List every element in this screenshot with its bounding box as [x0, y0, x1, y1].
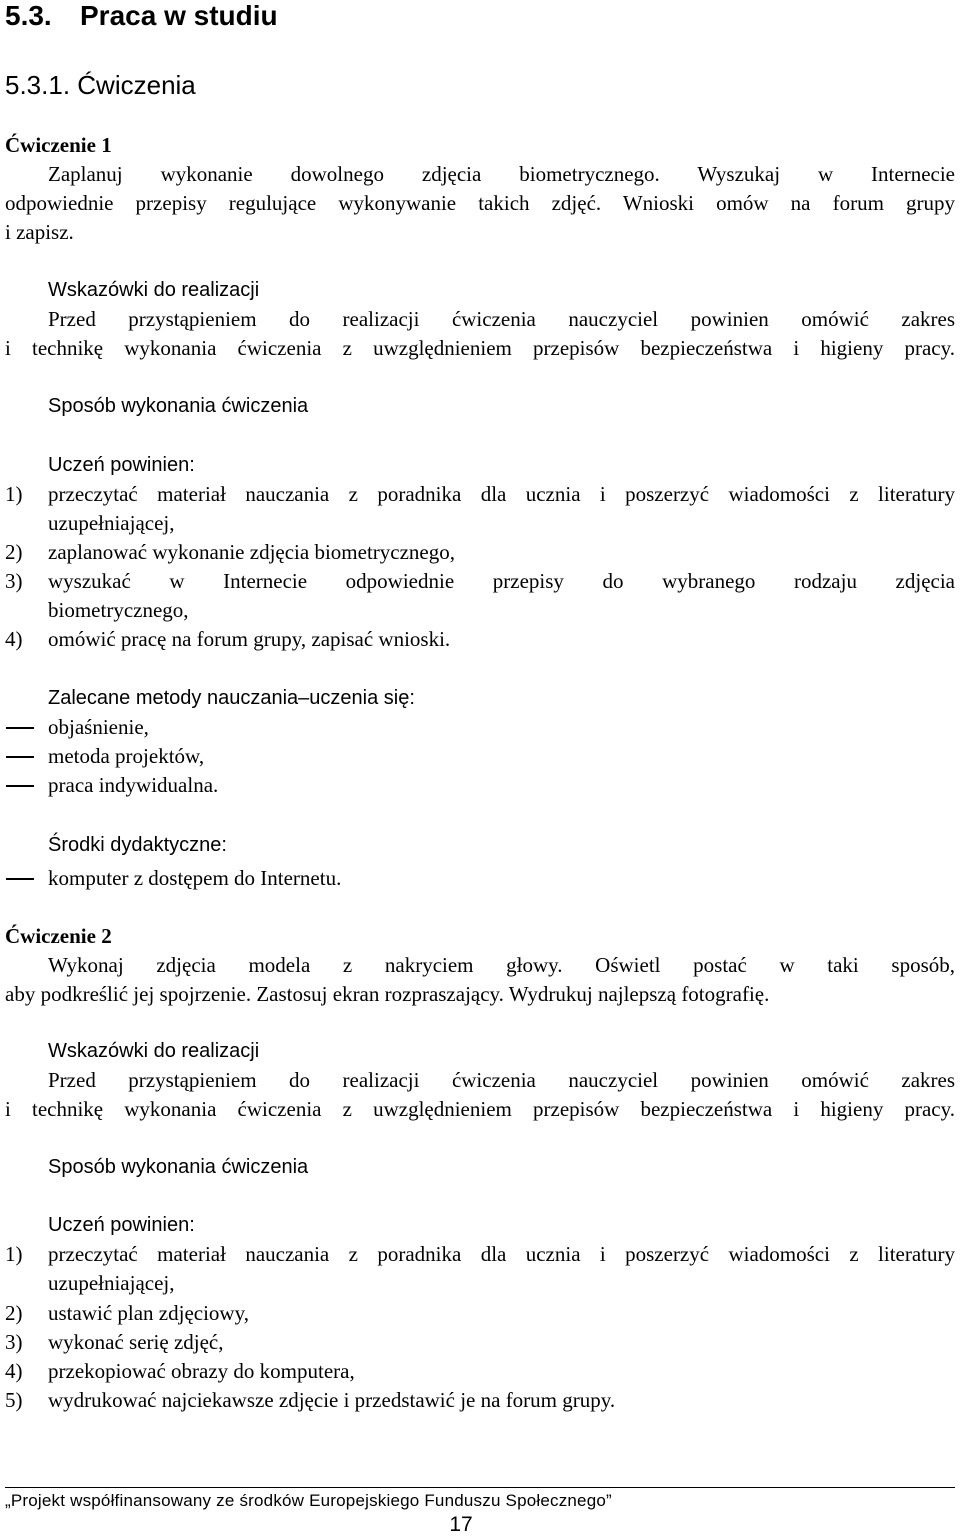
exercise-1-methods-heading: Zalecane metody nauczania–uczenia się: — [48, 687, 415, 709]
exercise-2-student-heading: Uczeń powinien: — [48, 1214, 195, 1236]
dash-bullet — [6, 756, 34, 758]
exercise-2-task-line-2: aby podkreślić jej spojrzenie. Zastosuj ekran rozpraszający. Wydrukuj najlepszą fotografię. — [5, 982, 770, 1006]
method-text: objaśnienie, — [48, 715, 149, 739]
method-text: praca indywidualna. — [48, 773, 219, 797]
step-text-line-1: wyszukać w Internecie odpowiednie przepisy do wybranego rodzaju zdjęcia — [48, 569, 955, 593]
exercise-2-task-line-1: Wykonaj zdjęcia modela z nakryciem głowy. Oświetl postać w taki sposób, — [48, 953, 955, 977]
step-number: 3) — [5, 569, 23, 593]
step-text-line-2: uzupełniającej, — [48, 511, 175, 535]
step-number: 3) — [5, 1330, 23, 1354]
step-text-line-1: przeczytać materiał nauczania z poradnika dla ucznia i poszerzyć wiadomości z literatury — [48, 482, 955, 506]
step-text-line-1: wykonać serię zdjęć, — [48, 1330, 224, 1354]
exercise-2-step-3 — [5, 1328, 955, 1357]
exercise-2-hints-line-1: Przed przystąpieniem do realizacji ćwiczenia nauczyciel powinien omówić zakres — [48, 1068, 955, 1092]
exercise-1-task-line-2: odpowiednie przepisy regulujące wykonywanie takich zdjęć. Wnioski omów na forum grupy — [5, 191, 955, 215]
exercise-1-hints-heading: Wskazówki do realizacji — [48, 279, 260, 301]
step-text-line-2: biometrycznego, — [48, 598, 189, 622]
step-text-line-2: uzupełniającej, — [48, 1271, 175, 1295]
step-text-line-1: ustawić plan zdjęciowy, — [48, 1301, 249, 1325]
footer-note: „Projekt współfinansowany ze środków Europejskiego Funduszu Społecznego” — [5, 1491, 612, 1510]
exercise-1-step-3 — [5, 567, 955, 625]
exercise-1-task-line-3: i zapisz. — [5, 220, 74, 244]
exercise-2-hints-line-2: i technikę wykonania ćwiczenia z uwzględnieniem przepisów bezpieczeństwa i higieny pracy. — [5, 1097, 955, 1121]
exercise-2-step-5 — [5, 1386, 955, 1415]
exercise-2-hints-heading: Wskazówki do realizacji — [48, 1040, 260, 1062]
dash-bullet — [6, 727, 34, 729]
step-text-line-1: przekopiować obrazy do komputera, — [48, 1359, 355, 1383]
aid-text: komputer z dostępem do Internetu. — [48, 866, 342, 890]
exercise-2-step-2 — [5, 1299, 955, 1328]
exercise-2-step-1 — [5, 1240, 955, 1298]
exercise-1-student-heading: Uczeń powinien: — [48, 454, 195, 476]
exercise-2-heading: Ćwiczenie 2 — [5, 924, 112, 948]
step-number: 2) — [5, 1301, 23, 1325]
exercise-1-aids-heading: Środki dydaktyczne: — [48, 834, 227, 856]
step-text-line-1: zaplanować wykonanie zdjęcia biometrycznego, — [48, 540, 455, 564]
method-text: metoda projektów, — [48, 744, 205, 768]
exercise-1-hints-line-2: i technikę wykonania ćwiczenia z uwzględnieniem przepisów bezpieczeństwa i higieny pracy. — [5, 336, 955, 360]
footer-rule — [5, 1487, 955, 1488]
section-number: 5.3. — [5, 0, 52, 31]
exercise-2-step-4 — [5, 1357, 955, 1386]
section-heading — [5, 0, 278, 32]
exercise-1-task-line-1: Zaplanuj wykonanie dowolnego zdjęcia biometrycznego. Wyszukaj w Internecie — [48, 162, 955, 186]
exercise-1-heading: Ćwiczenie 1 — [5, 133, 112, 157]
exercise-2-method-heading: Sposób wykonania ćwiczenia — [48, 1156, 309, 1178]
subsection-heading: 5.3.1. Ćwiczenia — [5, 70, 196, 100]
step-number: 1) — [5, 1242, 23, 1266]
step-number: 2) — [5, 540, 23, 564]
dash-bullet — [6, 785, 34, 787]
step-number: 1) — [5, 482, 23, 506]
section-title: Praca w studiu — [80, 0, 278, 31]
exercise-1-step-4 — [5, 625, 955, 654]
step-text-line-1: omówić pracę na forum grupy, zapisać wnioski. — [48, 627, 451, 651]
step-text-line-1: przeczytać materiał nauczania z poradnika dla ucznia i poszerzyć wiadomości z literatury — [48, 1242, 955, 1266]
step-number: 4) — [5, 1359, 23, 1383]
step-text-line-1: wydrukować najciekawsze zdjęcie i przedstawić je na forum grupy. — [48, 1388, 616, 1412]
exercise-1-step-1 — [5, 480, 955, 538]
exercise-1-method-heading: Sposób wykonania ćwiczenia — [48, 395, 309, 417]
exercise-1-hints-line-1: Przed przystąpieniem do realizacji ćwiczenia nauczyciel powinien omówić zakres — [48, 307, 955, 331]
dash-bullet — [6, 878, 34, 880]
step-number: 5) — [5, 1388, 23, 1412]
page-number: 17 — [449, 1513, 473, 1536]
step-number: 4) — [5, 627, 23, 651]
exercise-1-step-2 — [5, 538, 955, 567]
